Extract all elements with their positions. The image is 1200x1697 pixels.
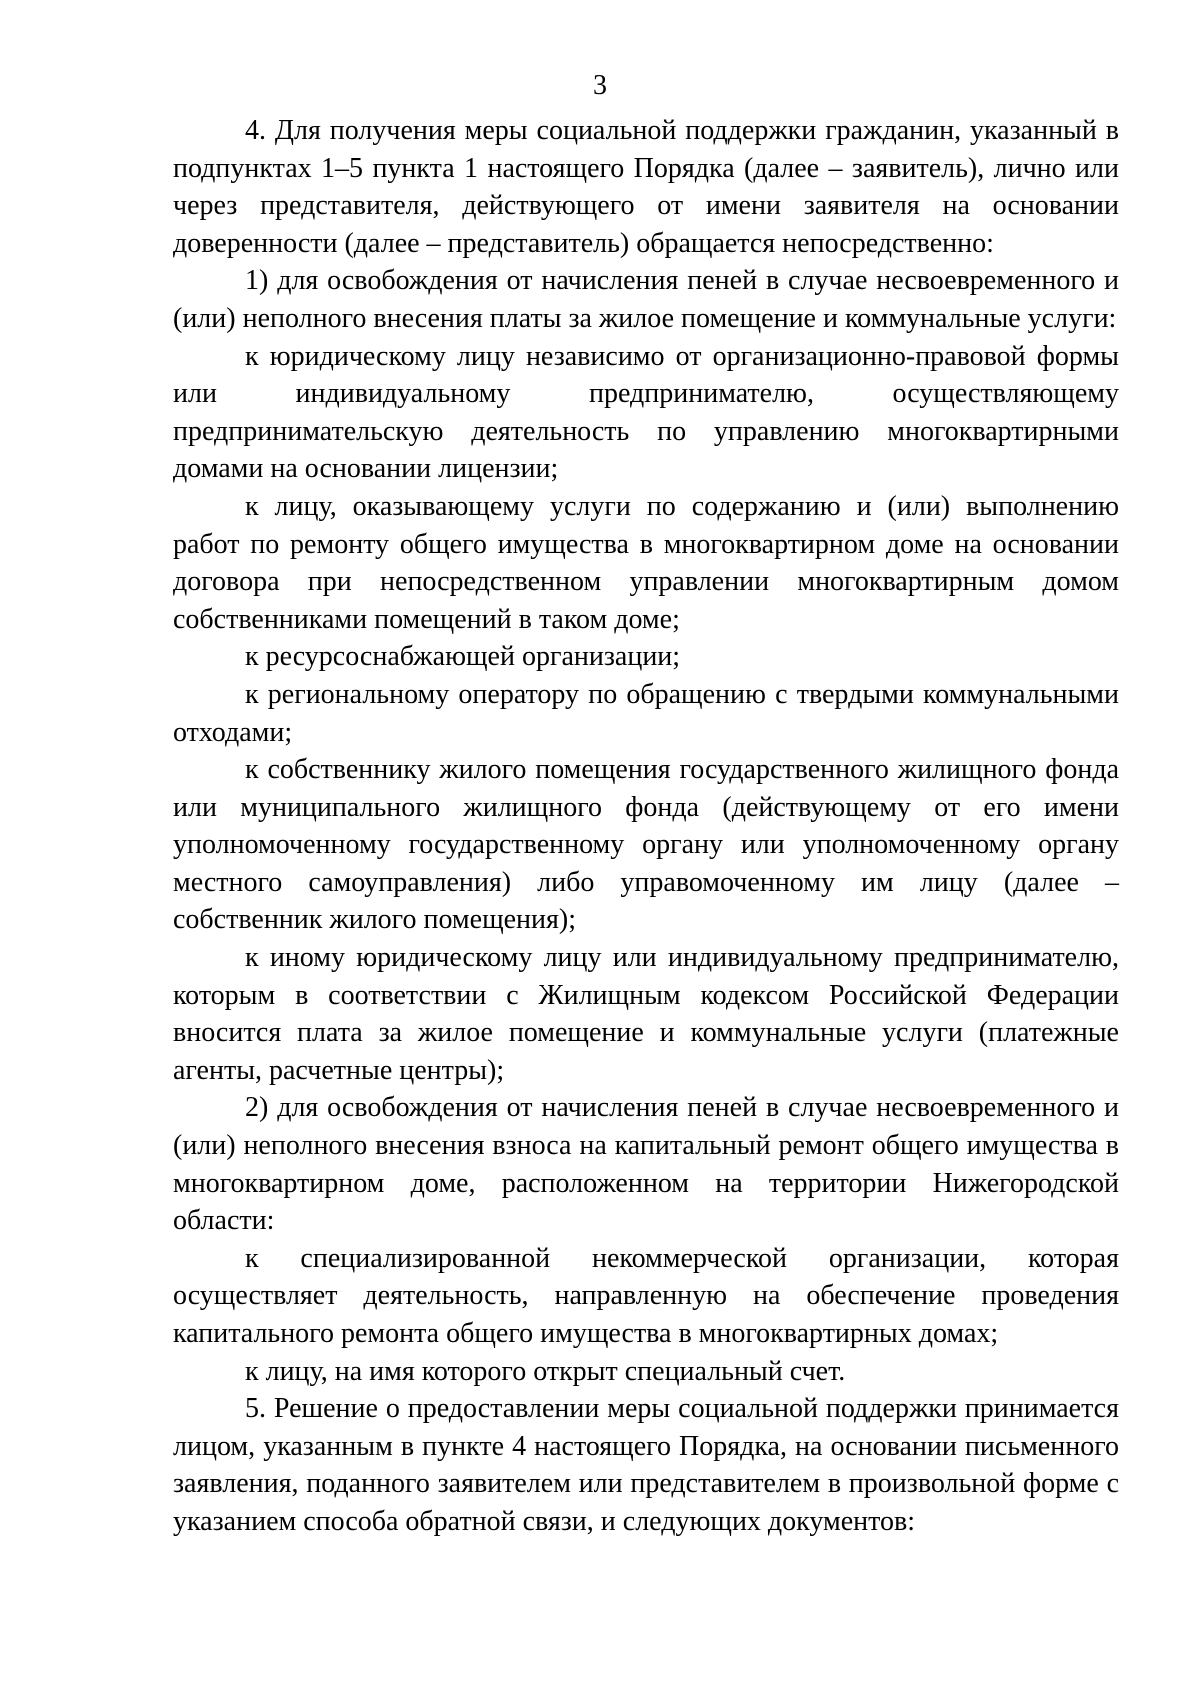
paragraph-management-company: к юридическому лицу независимо от организационно-правовой формы или индивидуальному предпринимателю, осуществляющему предпринимательскую деятельность по управлению многоквартирными домами на основании лицензии; xyxy=(173,340,1119,485)
paragraph-maintenance-provider: к лицу, оказывающему услуги по содержанию и (или) выполнению работ по ремонту общего имущества в многоквартирном доме на основании договора при непосредственном управлении многоквартирным домом собственниками помещений в таком доме; xyxy=(173,490,1119,635)
page-number: 3 xyxy=(593,70,607,101)
paragraph-item-4: 4. Для получения меры социальной поддержки гражданин, указанный в подпунктах 1–5 пункта 1 настоящего Порядка (далее – заявитель), лично или через представителя, действующего от имени заявителя на основании доверенности (далее – представитель) обращается непосредственно: xyxy=(173,115,1119,259)
paragraph-housing-owner: к собственнику жилого помещения государственного жилищного фонда или муниципального жилищного фонда (действующему от его имени уполномоченному государственному органу или уполномоченному органу местного самоуправления) либо управомоченному им лицу (далее – собственник жилого помещения); xyxy=(173,754,1119,936)
paragraph-special-account: к лицу, на имя которого открыт специальный счет. xyxy=(245,1355,846,1387)
paragraph-subitem-2: 2) для освобождения от начисления пеней в случае несвоевременного и (или) неполного внесения взноса на капитальный ремонт общего имущества в многоквартирном доме, расположенном на территории Нижегородской области: xyxy=(173,1092,1119,1237)
paragraph-resource-supplier: к ресурсоснабжающей организации; xyxy=(245,641,681,673)
paragraph-item-5: 5. Решение о предоставлении меры социальной поддержки принимается лицом, указанным в пункте 4 настоящего Порядка, на основании письменного заявления, поданного заявителем или представителем в произвольной форме с указанием способа обратной связи, и следующих документов: xyxy=(173,1393,1119,1537)
paragraph-nonprofit-organization: к специализированной некоммерческой организации, которая осуществляет деятельность, направленную на обеспечение проведения капитального ремонта общего имущества в многоквартирных домах; xyxy=(173,1242,1119,1349)
paragraph-subitem-1: 1) для освобождения от начисления пеней в случае несвоевременного и (или) неполного внесения платы за жилое помещение и коммунальные услуги: xyxy=(173,265,1119,334)
paragraph-waste-operator: к региональному оператору по обращению с твердыми коммунальными отходами; xyxy=(173,678,1119,748)
paragraph-payment-agents: к иному юридическому лицу или индивидуальному предпринимателю, которым в соответствии с Жилищным кодексом Российской Федерации вносится плата за жилое помещение и коммунальные услуги (платежные агенты, расчетные центры); xyxy=(173,942,1119,1086)
document-body xyxy=(173,112,1119,1541)
